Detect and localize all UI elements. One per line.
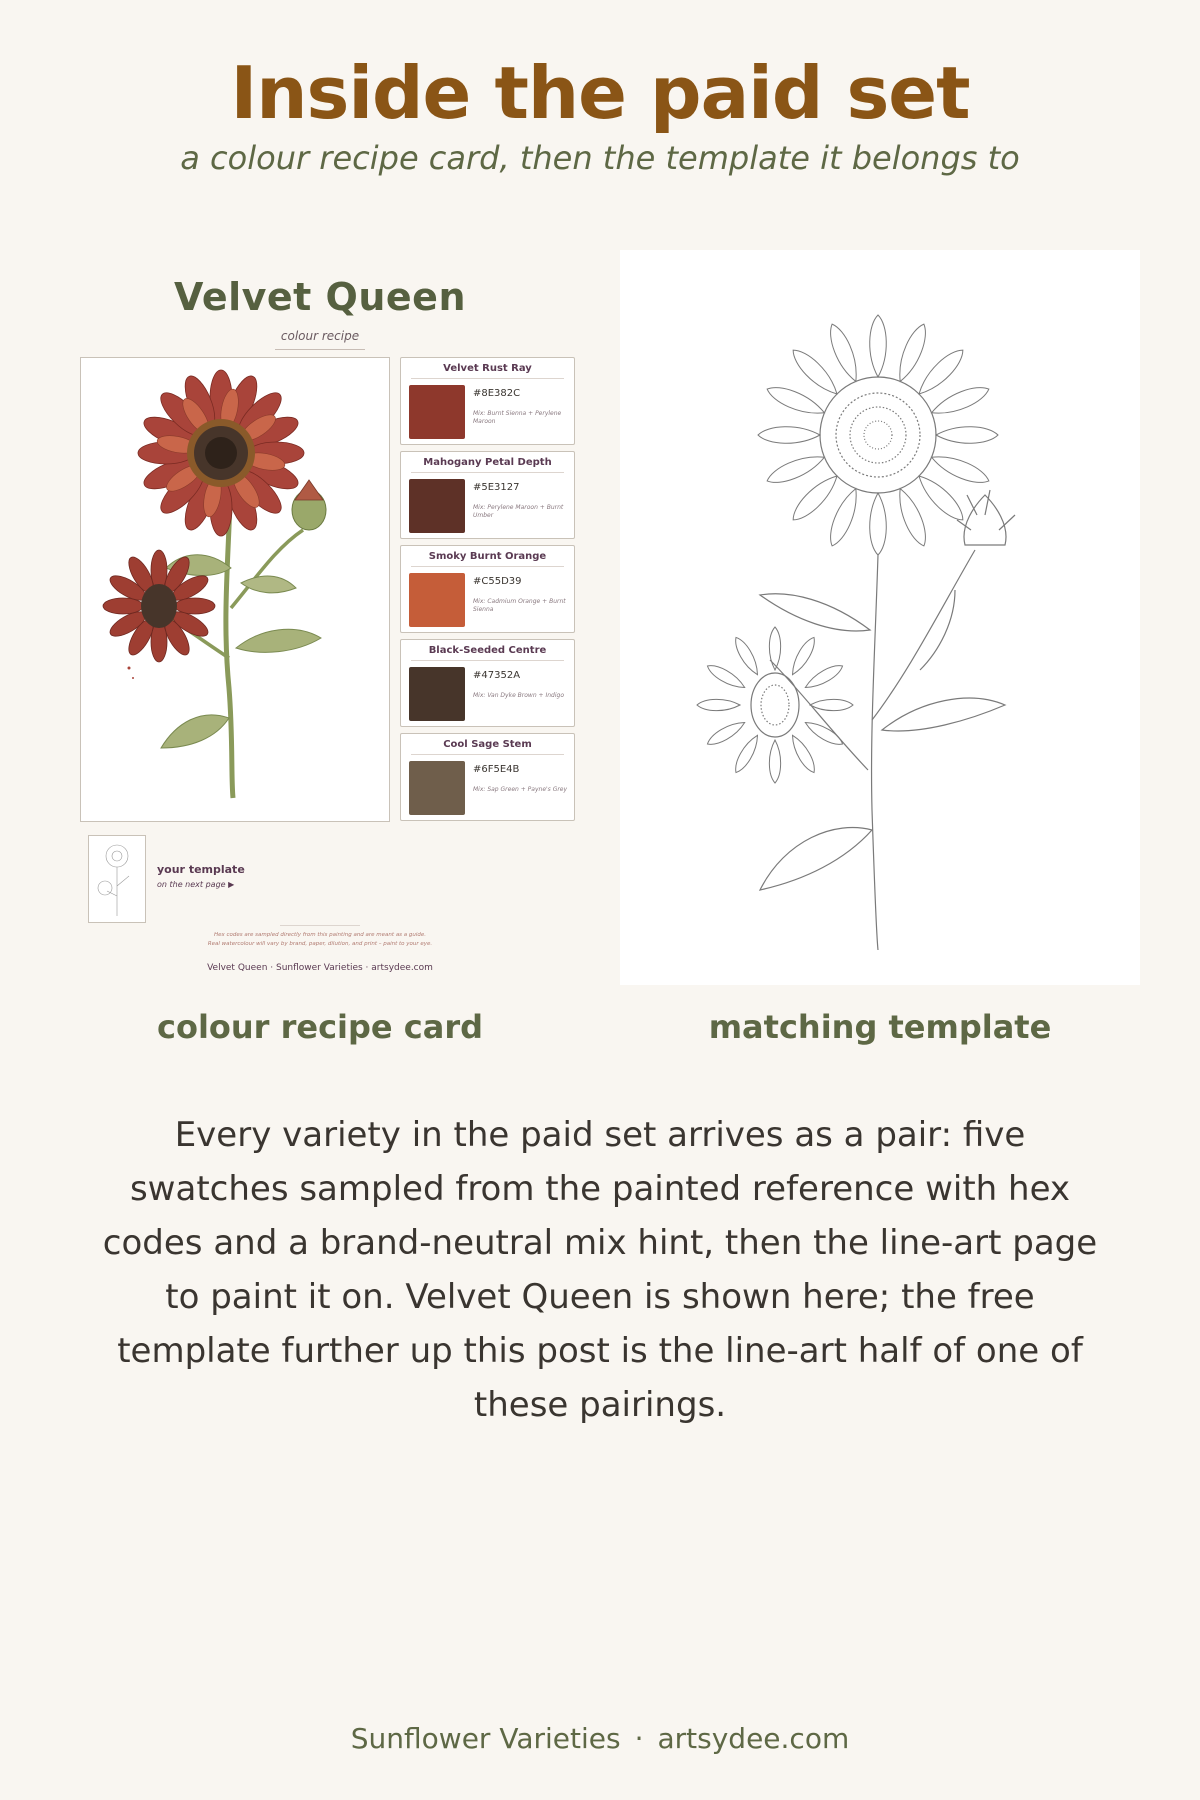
painted-sunflower-image: [80, 357, 390, 822]
divider: [275, 349, 365, 350]
swatch-hex: #47352A: [473, 670, 521, 681]
color-chip: [409, 385, 465, 439]
swatch-mix: Mix: Van Dyke Brown + Indigo: [473, 692, 565, 699]
divider: [411, 378, 564, 379]
color-chip: [409, 761, 465, 815]
swatch-name: Mahogany Petal Depth: [423, 457, 552, 468]
swatch-mix: Mix: Cadmium Orange + Burnt Sienna: [473, 598, 566, 613]
swatch-card: [400, 733, 575, 821]
recipe-label: colour recipe: [280, 329, 360, 343]
swatch-mix: Mix: Burnt Sienna + Perylene Maroon: [473, 410, 562, 425]
footer-series: Sunflower Varieties: [350, 1722, 621, 1755]
swatch-mix: Mix: Sap Green + Payne's Grey: [473, 786, 568, 793]
swatch-name: Smoky Burnt Orange: [428, 551, 547, 562]
disclaimer-line: Hex codes are sampled directly from this painting and are meant as a guide.: [213, 932, 427, 938]
card-footer: Velvet Queen · Sunflower Varieties · artsydee.com: [207, 963, 433, 973]
template-thumbnail: [88, 835, 146, 923]
swatch-card: [400, 639, 575, 727]
swatch-card: [400, 451, 575, 539]
line-art-template-image: [620, 250, 1140, 985]
template-caption: matching template: [708, 1008, 1052, 1046]
swatch-hex: #5E3127: [473, 482, 520, 493]
template-note-sub: [157, 880, 234, 889]
footer-site-link[interactable]: artsydee.com: [657, 1722, 850, 1755]
page-footer: [0, 1722, 1200, 1755]
recipe-card-caption: colour recipe card: [156, 1008, 484, 1046]
variety-title: Velvet Queen: [173, 275, 467, 319]
divider: [411, 472, 564, 473]
description-paragraph: Every variety in the paid set arrives as a pair: five swatches sampled from the painted reference with hex codes and a brand-neutral mix hint, then the line-art page to paint it on. Velvet Queen is shown here; the free template further up this post is the line-art half of one of these pairings.: [102, 1115, 1098, 1425]
color-chip: [409, 573, 465, 627]
footer-separator: ·: [634, 1722, 644, 1755]
disclaimer: [75, 931, 565, 949]
swatch-hex: #8E382C: [473, 388, 521, 399]
swatch-hex: #C55D39: [473, 576, 522, 587]
swatch-card: [400, 545, 575, 633]
recipe-card: [75, 265, 585, 985]
swatch-list: [400, 357, 575, 827]
swatch-mix: Mix: Perylene Maroon + Burnt Umber: [473, 504, 564, 519]
swatch-name: Velvet Rust Ray: [443, 363, 532, 374]
divider: [411, 754, 564, 755]
divider: [411, 660, 564, 661]
divider: [411, 566, 564, 567]
color-chip: [409, 667, 465, 721]
color-chip: [409, 479, 465, 533]
disclaimer-line: Real watercolour will vary by brand, paper, dilution, and print – paint to your eye.: [207, 941, 433, 947]
play-arrow-icon: ▶: [228, 880, 235, 889]
page-title: Inside the paid set: [230, 51, 970, 135]
page-subtitle: a colour recipe card, then the template it belongs to: [180, 139, 1020, 177]
template-note-text: on the next page: [157, 880, 226, 889]
divider: [280, 925, 360, 926]
swatch-hex: #6F5E4B: [473, 764, 520, 775]
swatch-card: [400, 357, 575, 445]
template-note-title: your template: [157, 863, 245, 876]
swatch-name: Black-Seeded Centre: [428, 645, 547, 656]
swatch-name: Cool Sage Stem: [443, 739, 532, 750]
